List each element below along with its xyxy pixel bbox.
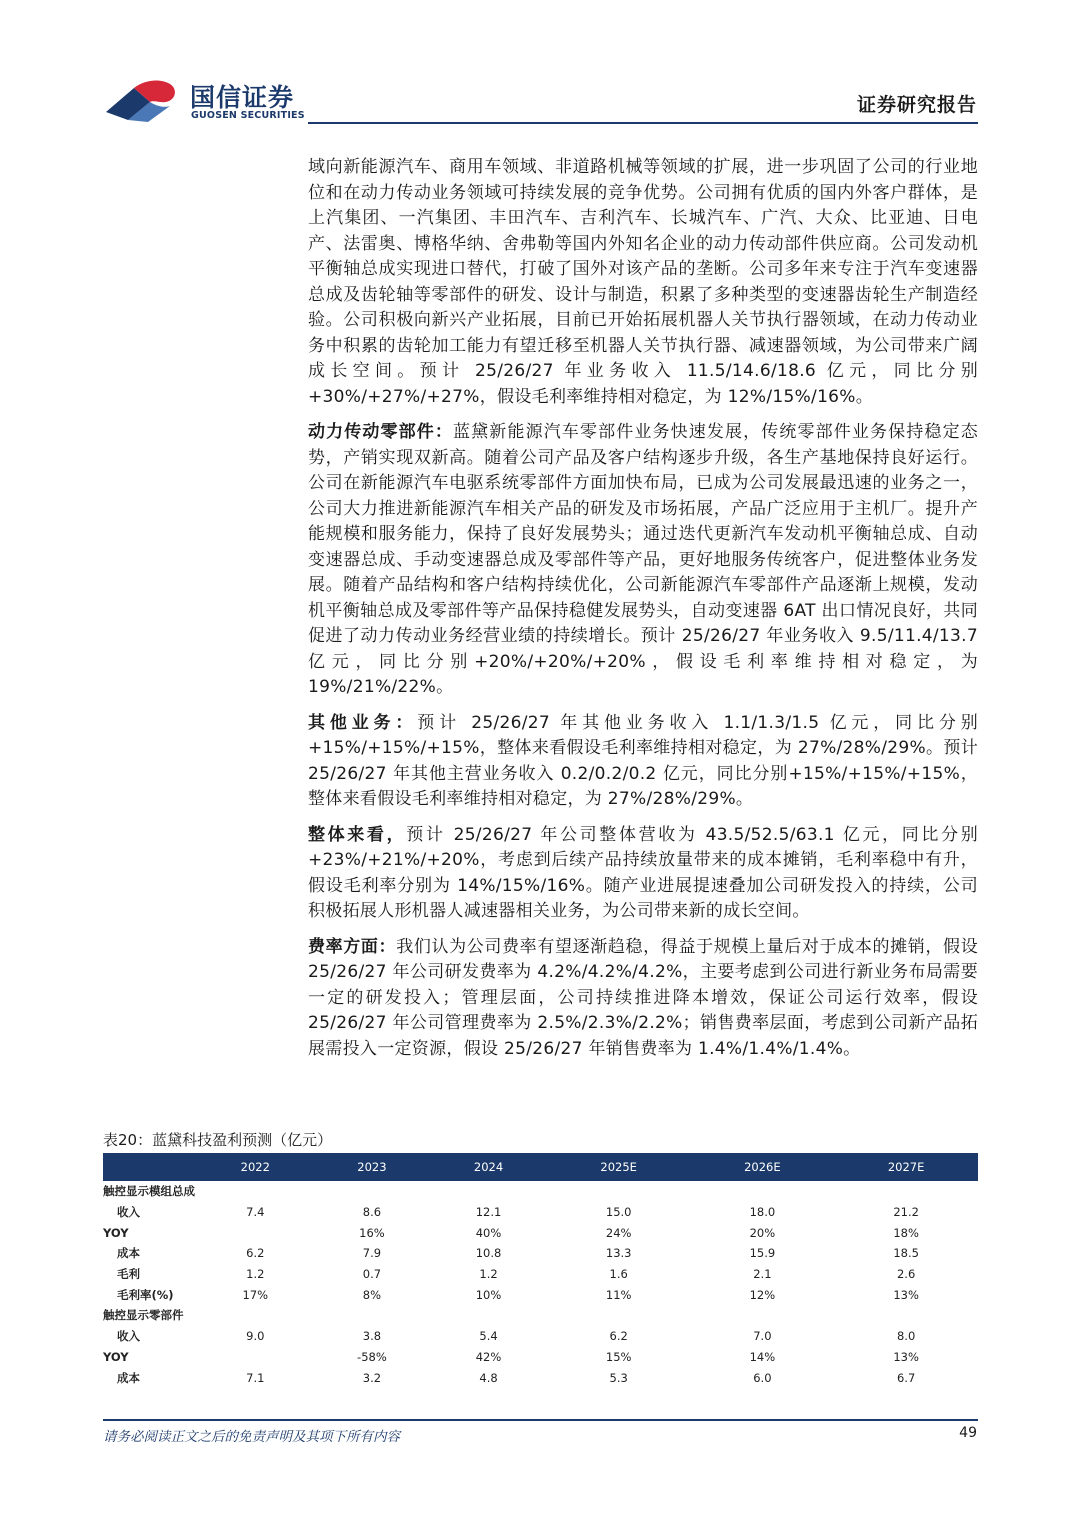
table-cell: 18.0 (749, 1205, 776, 1220)
column-header: 2025E (547, 1153, 691, 1181)
header-divider (308, 122, 978, 124)
table-cell: 3.2 (362, 1370, 382, 1385)
table-cell: 6.7 (896, 1370, 916, 1385)
row-label: 毛利率(%) (117, 1287, 174, 1302)
table-cell (430, 1181, 547, 1202)
row-label: 成本 (117, 1370, 140, 1385)
row-label: 收入 (117, 1205, 140, 1220)
table-cell: 15.9 (749, 1246, 776, 1261)
table-cell (547, 1305, 691, 1326)
table-cell: 13.3 (605, 1246, 632, 1261)
table-cell: 17% (242, 1287, 269, 1302)
logo-english-name: GUOSEN SECURITIES (191, 110, 305, 121)
table-cell (197, 1222, 314, 1243)
table-cell: 10% (475, 1287, 502, 1302)
table-cell: 11% (605, 1287, 632, 1302)
table-cell: 6.0 (753, 1370, 772, 1385)
table-cell: 18% (893, 1225, 919, 1240)
table-cell (197, 1305, 314, 1326)
table-cell: 15% (605, 1349, 632, 1364)
table-cell: 7.4 (246, 1205, 265, 1220)
page-header (0, 0, 1080, 128)
table-cell: -58% (357, 1349, 387, 1364)
table-cell: 14% (749, 1349, 776, 1364)
paragraph-text: 蓝黛新能源汽车零部件业务快速发展，传统零部件业务保持稳定态势，产销实现双新高。随着公司产品及客户结构逐步升级，各生产基地保持良好运行。公司在新能源汽车电驱系统零部件方面加快布局，已成为公司发展最迅速的业务之一，公司大力推进新能源汽车相关产品的研发及市场拓展，产品广泛应用于主机厂。提升产能规模和服务能力，保持了良好发展势头；通过迭代更新汽车发动机平衡轴总成、自动变速器总成、手动变速器总成及零部件等产品，更好地服务传统客户，促进整体业务发展。随着产品结构和客户结构持续优化，公司新能源汽车零部件产品逐渐上规模，发动机平衡轴总成及零部件等产品保持稳健发展势头，自动变速器 6AT 出口情况良好，共同促进了动力传动业务经营业绩的持续增长。预计 25/26/27 年业务收入 9.5/11.4/13.7 亿元，同比分别+20%/+20%/+20%，假设毛利率维持相对稳定，为 19%/21%/22%。 (308, 422, 978, 697)
table-cell (430, 1305, 547, 1326)
table-cell (314, 1305, 431, 1326)
table-cell: 3.8 (362, 1329, 382, 1344)
row-label: 成本 (117, 1246, 140, 1261)
table-cell: 6.2 (246, 1246, 265, 1261)
row-label: 触控显示零部件 (103, 1308, 184, 1323)
table-cell (197, 1181, 314, 1202)
table-cell: 2.6 (896, 1267, 916, 1282)
table-cell: 24% (605, 1225, 632, 1240)
table-cell: 18.5 (893, 1246, 919, 1261)
table-cell (834, 1181, 978, 1202)
table-cell: 13% (893, 1287, 919, 1302)
column-header: 2024 (430, 1153, 547, 1181)
table-cell: 7.0 (753, 1329, 772, 1344)
table-cell: 2.1 (753, 1267, 772, 1282)
table-cell: 21.2 (893, 1205, 919, 1220)
table-cell: 4.8 (479, 1370, 498, 1385)
table-row (103, 1222, 978, 1243)
column-header: 2023 (314, 1153, 431, 1181)
paragraph-other-business (308, 711, 978, 813)
table-cell (547, 1181, 691, 1202)
table-cell (197, 1347, 314, 1368)
paragraph-text: 预计 25/26/27 年公司整体营收为 43.5/52.5/63.1 亿元，同比分别+23%/+21%/+20%，考虑到后续产品持续放量带来的成本摊销，毛利率稳中有升，假设毛利率分别为 14%/15%/16%。随产业进展提速叠加公司研发投入的持续，公司积极拓展人形机器人减速器相关业务，为公司带来新的成长空间。 (308, 824, 979, 921)
table-cell: 7.1 (246, 1370, 265, 1385)
paragraph-lead: 动力传动零部件： (308, 422, 454, 442)
paragraph-text: 预计 25/26/27 年其他业务收入 1.1/1.3/1.5 亿元，同比分别+15%/+15%/+15%，整体来看假设毛利率维持相对稳定，为 27%/28%/29%。预计 25/26/27 年其他主营业务收入 0.2/0.2/0.2 亿元，同比分别+15%/+15%/+15%，整体来看假设毛利率维持相对稳定，为 27%/28%/29%。 (308, 712, 978, 809)
column-header (103, 1153, 197, 1181)
row-label: YOY (103, 1225, 129, 1240)
paragraph-lead: 费率方面： (308, 936, 397, 957)
table-cell: 12.1 (475, 1205, 502, 1220)
table-cell: 6.2 (609, 1329, 628, 1344)
column-header: 2026E (691, 1153, 835, 1181)
table-cell: 16% (359, 1225, 385, 1240)
table-cell: 1.2 (479, 1267, 498, 1282)
table-row (103, 1264, 978, 1285)
guosen-logo-icon (104, 76, 184, 124)
table-header-row (103, 1153, 978, 1181)
table-cell: 8% (362, 1287, 382, 1302)
body-text (308, 155, 978, 1072)
table-cell (691, 1181, 835, 1202)
table-cell: 7.9 (362, 1246, 382, 1261)
table-caption: 表20：蓝黛科技盈利预测（亿元） (103, 1131, 333, 1149)
table-row (103, 1367, 978, 1388)
table-section-row (103, 1305, 978, 1326)
table-body (103, 1181, 978, 1388)
table-cell: 8.0 (896, 1329, 916, 1344)
table-cell: 13% (893, 1349, 919, 1364)
column-header: 2022 (197, 1153, 314, 1181)
paragraph-transmission-intro (308, 155, 978, 410)
table-section-row (103, 1181, 978, 1202)
paragraph-power-transmission-parts (308, 420, 978, 701)
table-row (103, 1347, 978, 1368)
paragraph-text: 域向新能源汽车、商用车领域、非道路机械等领域的扩展，进一步巩固了公司的行业地位和在动力传动业务领域可持续发展的竞争优势。公司拥有优质的国内外客户群体，是上汽集团、一汽集团、丰田汽车、吉利汽车、长城汽车、广汽、大众、比亚迪、日电产、法雷奥、博格华纳、舍弗勒等国内外知名企业的动力传动部件供应商。公司发动机平衡轴总成实现进口替代，打破了国外对该产品的垄断。公司多年来专注于汽车变速器总成及齿轮轴等零部件的研发、设计与制造，积累了多种类型的变速器齿轮生产制造经验。公司积极向新兴产业拓展，目前已开始拓展机器人关节执行器领域，在动力传动业务中积累的齿轮加工能力有望迁移至机器人关节执行器、减速器领域，为公司带来广阔成长空间。预计 25/26/27 年业务收入 11.5/14.6/18.6 亿元，同比分别+30%/+27%/+27%，假设毛利率维持相对稳定，为 12%/15%/16%。 (308, 157, 978, 407)
column-header: 2027E (834, 1153, 978, 1181)
table-cell (834, 1305, 978, 1326)
table-cell: 20% (749, 1225, 776, 1240)
paragraph-overall (308, 823, 978, 925)
table-cell: 1.6 (609, 1267, 628, 1282)
footer-divider (103, 1419, 978, 1421)
row-label: 触控显示模组总成 (103, 1184, 195, 1199)
table-cell: 15.0 (605, 1205, 632, 1220)
row-label: YOY (103, 1349, 129, 1364)
table-row (103, 1284, 978, 1305)
logo-chinese-name: 国信证券 (190, 83, 295, 112)
report-type-label: 证券研究报告 (856, 94, 977, 116)
disclaimer-text: 请务必阅读正文之后的免责声明及其项下所有内容 (103, 1429, 400, 1445)
table-cell: 8.6 (362, 1205, 382, 1220)
table-cell: 0.7 (362, 1267, 382, 1282)
earnings-forecast-table (103, 1153, 978, 1388)
table-row (103, 1243, 978, 1264)
table-row (103, 1326, 978, 1347)
table-cell (691, 1305, 835, 1326)
table-cell: 42% (475, 1349, 502, 1364)
paragraph-text: 我们认为公司费率有望逐渐趋稳，得益于规模上量后对于成本的摊销，假设 25/26/27 年公司研发费率为 4.2%/4.2%/4.2%，主要考虑到公司进行新业务布局需要一定的研发投入；管理层面，公司持续推进降本增效，保证公司运行效率，假设 25/26/27 年公司管理费率为 2.5%/2.3%/2.2%；销售费率层面，考虑到公司新产品拓展需投入一定资源，假设 25/26/27 年销售费率为 1.4%/1.4%/1.4%。 (308, 936, 978, 1059)
table-cell: 9.0 (246, 1329, 265, 1344)
table-cell: 5.4 (479, 1329, 498, 1344)
page-number: 49 (959, 1425, 977, 1441)
table-cell: 40% (475, 1225, 502, 1240)
table-cell: 12% (749, 1287, 776, 1302)
paragraph-expense-ratios (308, 935, 978, 1063)
paragraph-lead: 整体来看， (308, 824, 407, 845)
table-cell: 10.8 (475, 1246, 502, 1261)
table-cell (314, 1181, 431, 1202)
table-row (103, 1202, 978, 1223)
row-label: 收入 (117, 1329, 140, 1344)
row-label: 毛利 (117, 1267, 140, 1282)
table-cell: 5.3 (609, 1370, 628, 1385)
table-cell: 1.2 (246, 1267, 265, 1282)
paragraph-lead: 其他业务： (308, 712, 418, 733)
